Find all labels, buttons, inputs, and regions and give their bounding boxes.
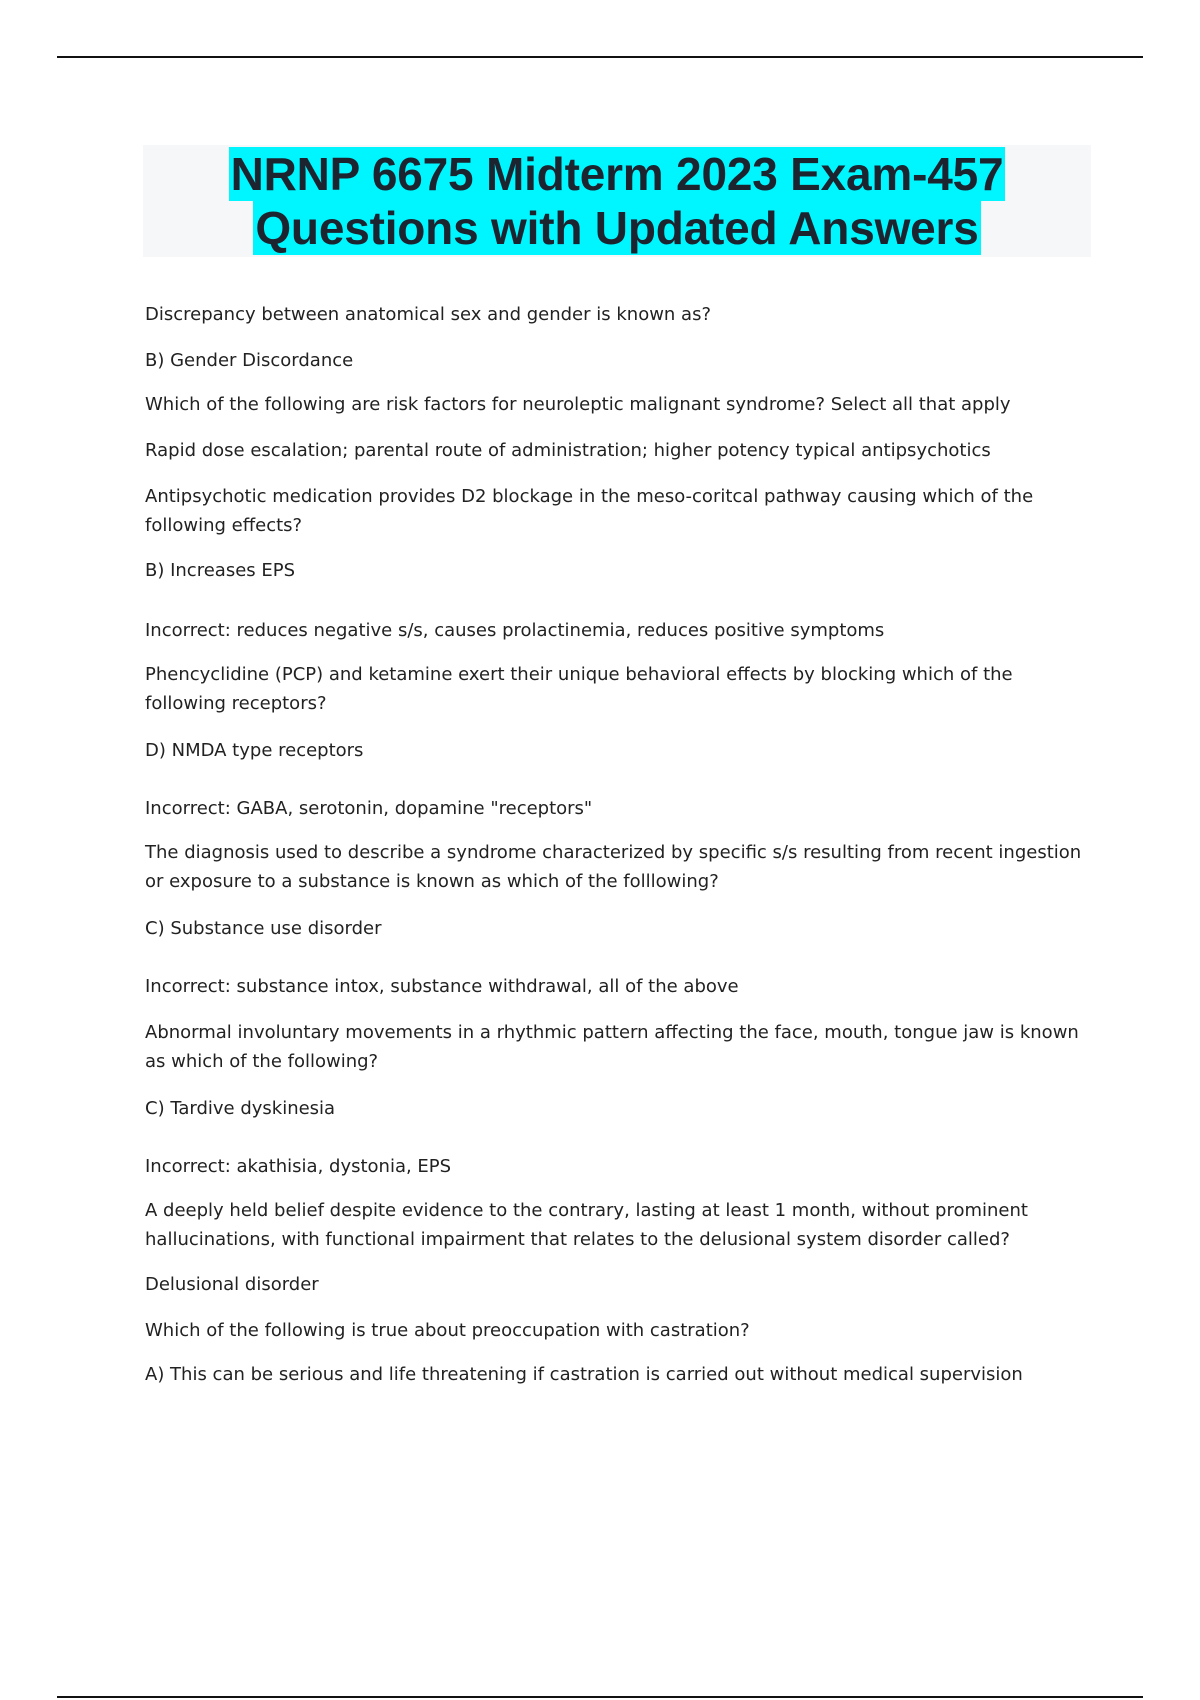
answer-text: Rapid dose escalation; parental route of administration; higher potency typical antipsychotics (145, 440, 991, 461)
title-line-2: Questions with Updated Answers (255, 202, 979, 254)
top-rule (57, 56, 1143, 58)
question-text: Which of the following are risk factors for neuroleptic malignant syndrome? Select all that apply (145, 394, 1011, 415)
answer-text: B) Gender Discordance (145, 350, 354, 371)
answer-text: C) Substance use disorder (145, 918, 382, 939)
document-title (143, 145, 1091, 257)
question-text: Discrepancy between anatomical sex and gender is known as? (145, 304, 712, 325)
question-text: The diagnosis used to describe a syndrome characterized by specific s/s resulting from recent ingestion or exposure to a substance is known as which of the folllowing? (145, 842, 1082, 892)
incorrect-note: Incorrect: GABA, serotonin, dopamine "receptors" (145, 798, 593, 819)
incorrect-note: Incorrect: reduces negative s/s, causes prolactinemia, reduces positive symptoms (145, 620, 885, 641)
question-text: Abnormal involuntary movements in a rhythmic pattern affecting the face, mouth, tongue jaw is known as which of the following? (145, 1022, 1079, 1072)
question-text: Phencyclidine (PCP) and ketamine exert their unique behavioral effects by blocking which of the following receptors? (145, 664, 1013, 714)
answer-text: A) This can be serious and life threatening if castration is carried out without medical supervision (145, 1364, 1023, 1385)
title-line-1: NRNP 6675 Midterm 2023 Exam-457 (230, 148, 1004, 200)
question-text: A deeply held belief despite evidence to the contrary, lasting at least 1 month, without prominent hallucinations, with functional impairment that relates to the delusional system disorder called? (145, 1200, 1028, 1250)
title-row-2 (143, 201, 1091, 255)
answer-text: B) Increases EPS (145, 560, 296, 581)
answer-text: C) Tardive dyskinesia (145, 1098, 336, 1119)
answer-text: D) NMDA type receptors (145, 740, 364, 761)
question-text: Which of the following is true about preoccupation with castration? (145, 1320, 750, 1341)
incorrect-note: Incorrect: substance intox, substance withdrawal, all of the above (145, 976, 739, 997)
bottom-rule (57, 1696, 1143, 1698)
answer-text: Delusional disorder (145, 1274, 319, 1295)
incorrect-note: Incorrect: akathisia, dystonia, EPS (145, 1156, 452, 1177)
title-row-1 (143, 147, 1091, 201)
question-text: Antipsychotic medication provides D2 blockage in the meso-coritcal pathway causing which of the following effects? (145, 486, 1034, 536)
